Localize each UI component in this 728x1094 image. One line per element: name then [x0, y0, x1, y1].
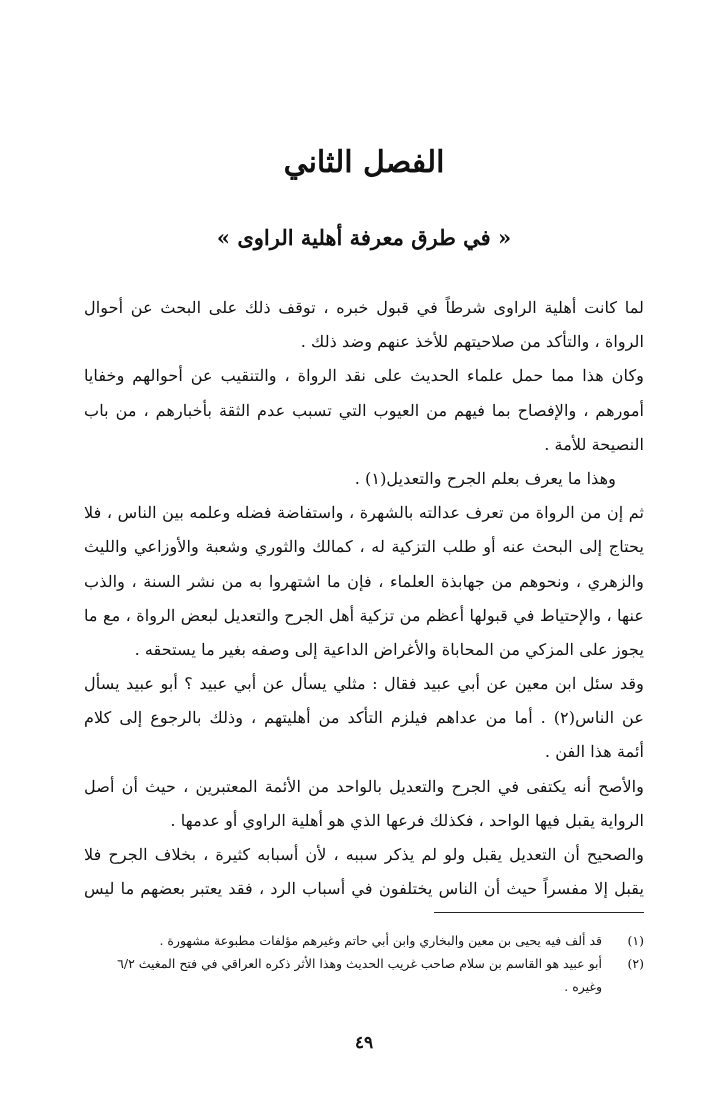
footnote-divider: [434, 912, 644, 913]
section-title: « في طرق معرفة أهلية الراوى »: [216, 225, 512, 250]
page-number: ٤٩: [354, 1033, 374, 1053]
footnote-text: [84, 952, 602, 998]
body-line: الرواية يقبل فيها الواحد ، فكذلك فرعها الذي هو أهلية الراوي أو عدمها .: [170, 810, 644, 830]
chapter-title: الفصل الثاني: [283, 145, 445, 180]
body-line: والصحيح أن التعديل يقبل ولو لم يذكر سببه ، لأن أسبابه كثيرة ، بخلاف الجرح فلا: [84, 845, 644, 864]
footnote: [84, 952, 644, 998]
body-line: يحتاج إلى البحث عنه أو طلب التزكية له ، كمالك والثوري وشعبة والأوزاعي والليث: [84, 537, 644, 557]
footnote-number: (١): [627, 933, 644, 948]
body-line: والزهري ، ونحوهم من جهابذة العلماء ، فإن ما اشتهروا به من نشر السنة ، والذب: [84, 571, 644, 591]
body-line: يقبل إلا مفسراً حيث أن الناس يختلفون في أسباب الرد ، فقد يعتبر بعضهم ما ليس: [84, 879, 644, 899]
footnote-line: قد ألف فيه يحيى بن معين والبخاري وابن أبي حاتم وغيرهم مؤلفات مطبوعة مشهورة .: [159, 933, 602, 948]
body-line: ثم إن من الرواة من تعرف عدالته بالشهرة ، واستفاضة فضله وعلمه بين الناس ، فلا: [84, 503, 644, 523]
body-line: لما كانت أهلية الراوى شرطاً في قبول خبره ، توقف ذلك على البحث عن أحوال: [84, 298, 644, 317]
body-line: عنها ، والإحتياط في قبولها أعظم من تزكية أهل الجرح والتعديل لبعض الرواة ، مع ما: [84, 605, 644, 625]
footnote: [84, 929, 644, 952]
body-line: عن الناس(٢) . أما من عداهم فيلزم التأكد من أهليتهم ، وذلك بالرجوع إلى كلام: [84, 708, 644, 728]
body-text: [84, 291, 644, 906]
footnote-line: أبو عبيد هو القاسم بن سلام صاحب غريب الحديث وهذا الأثر ذكره العراقي في فتح المغيث ٦/٢: [117, 956, 602, 971]
body-line: أمورهم ، والإفصاح بما فيهم من العيوب التي تسبب عدم الثقة بأخبارهم ، من باب: [84, 400, 644, 420]
footnotes: [84, 929, 644, 998]
body-line: وقد سئل ابن معين عن أبي عبيد فقال : مثلي يسأل عن أبي عبيد ؟ أبو عبيد يسأل: [84, 674, 644, 694]
body-line: وكان هذا مما حمل علماء الحديث على نقد الرواة ، والتنقيب عن أحوالهم وخفايا: [84, 366, 644, 386]
footnote-text: [84, 929, 602, 952]
body-line: وهذا ما يعرف بعلم الجرح والتعديل(١) .: [354, 468, 616, 488]
footnote-line: وغيره .: [564, 979, 602, 994]
body-line: أئمة هذا الفن .: [544, 742, 644, 762]
body-line: الرواة ، والتأكد من صلاحيتهم للأخذ عنهم وضد ذلك .: [300, 332, 644, 352]
body-line: والأصح أنه يكتفى في الجرح والتعديل بالواحد من الأئمة المعتبرين ، حيث أن أصل: [84, 776, 644, 796]
body-line: النصيحة للأمة .: [544, 434, 644, 454]
footnote-number: (٢): [627, 956, 644, 971]
body-line: يجوز على المزكي من المحاباة والأغراض الداعية إلى وصفه بغير ما يستحقه .: [134, 639, 644, 659]
